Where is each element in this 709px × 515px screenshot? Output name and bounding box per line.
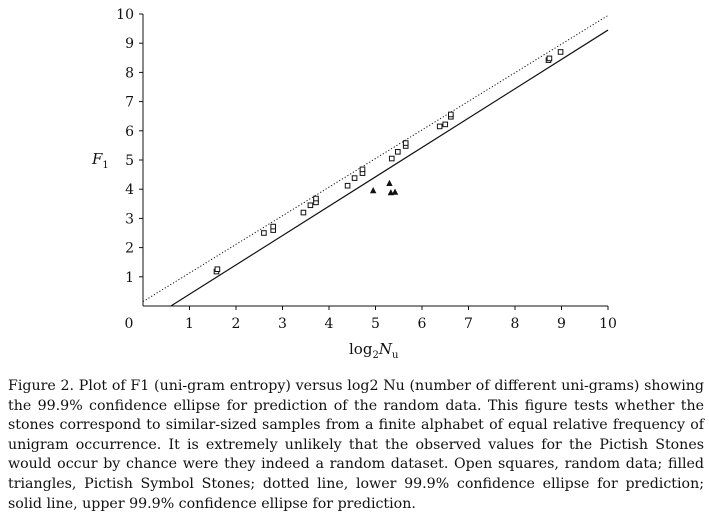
dotted-line-lower-ellipse <box>143 15 608 301</box>
y-tick-label: 8 <box>125 65 134 82</box>
random-data-square <box>314 196 319 201</box>
pictish-stone-triangle <box>392 189 398 195</box>
confidence-lines <box>143 15 608 306</box>
y-tick-label: 5 <box>125 153 134 169</box>
random-data-square <box>262 231 267 236</box>
y-tick-label: 3 <box>125 211 134 228</box>
x-axis-label <box>349 340 399 361</box>
y-axis-label-main: F <box>92 150 103 168</box>
y-tick-label: 7 <box>125 94 134 111</box>
y-tick-label: 9 <box>125 36 134 53</box>
random-data-square <box>271 224 276 229</box>
random-data-square <box>215 267 220 272</box>
x-tick-label: 7 <box>464 316 473 332</box>
random-data-square <box>308 203 313 208</box>
x-tick-label: 0 <box>124 316 134 332</box>
random-data-square <box>389 156 394 161</box>
x-tick-label: 4 <box>324 316 334 332</box>
random-data-square <box>437 124 442 129</box>
x-tick-label: 10 <box>599 316 617 332</box>
random-data-square <box>352 176 357 181</box>
random-data-square <box>360 167 365 172</box>
pictish-stone-triangle <box>370 187 376 193</box>
axes <box>139 14 608 310</box>
x-axis-label-prefix: log <box>349 340 373 358</box>
x-axis-label-prefix-sub: 2 <box>372 350 379 361</box>
solid-line-upper-ellipse <box>171 30 608 306</box>
x-tick-label: 6 <box>417 316 427 332</box>
random-data-square <box>301 210 306 215</box>
random-data-square <box>558 50 563 55</box>
random-data-square <box>403 141 408 146</box>
y-tick-label: 4 <box>125 182 134 199</box>
x-tick-label: 1 <box>185 316 194 332</box>
x-tick-label: 8 <box>510 316 520 332</box>
x-tick-label: 9 <box>557 316 566 332</box>
random-data-square <box>547 56 552 61</box>
pictish-stone-triangle <box>386 180 392 186</box>
random-data-square <box>449 112 454 117</box>
y-tick-label: 10 <box>116 7 134 23</box>
y-tick-label: 6 <box>125 123 134 140</box>
random-data-square <box>443 122 448 127</box>
figure-caption: Figure 2. Plot of F1 (uni-gram entropy) versus log2 Nu (number of different uni-grams) showing the 99.9% confidence ellipse for prediction of the random data. This figure tests whether the stones correspond to similar-sized samples from a finite alphabet of equal relative frequency of unigram occurrence. It is extremely unlikely that the observed values for the Pictish Stones would occur by chance were they indeed a random dataset. Open squares, random data; filled triangles, Pictish Symbol Stones; dotted line, lower 99.9% confidence ellipse for prediction; solid line, upper 99.9% confidence ellipse for prediction. <box>8 378 704 512</box>
random-data-square <box>345 183 350 188</box>
y-tick-label: 2 <box>125 240 134 257</box>
x-tick-label: 5 <box>371 316 380 332</box>
y-axis-label <box>91 150 109 171</box>
tick-labels <box>116 7 617 332</box>
y-tick-label: 1 <box>125 269 134 286</box>
x-tick-label: 2 <box>231 316 241 332</box>
x-axis-label-main-sub: u <box>391 350 399 361</box>
x-axis-label-main: N <box>378 340 392 358</box>
data-points <box>214 50 563 274</box>
y-axis-label-sub: 1 <box>102 160 109 171</box>
random-data-square <box>396 150 401 155</box>
x-tick-label: 3 <box>278 316 287 332</box>
